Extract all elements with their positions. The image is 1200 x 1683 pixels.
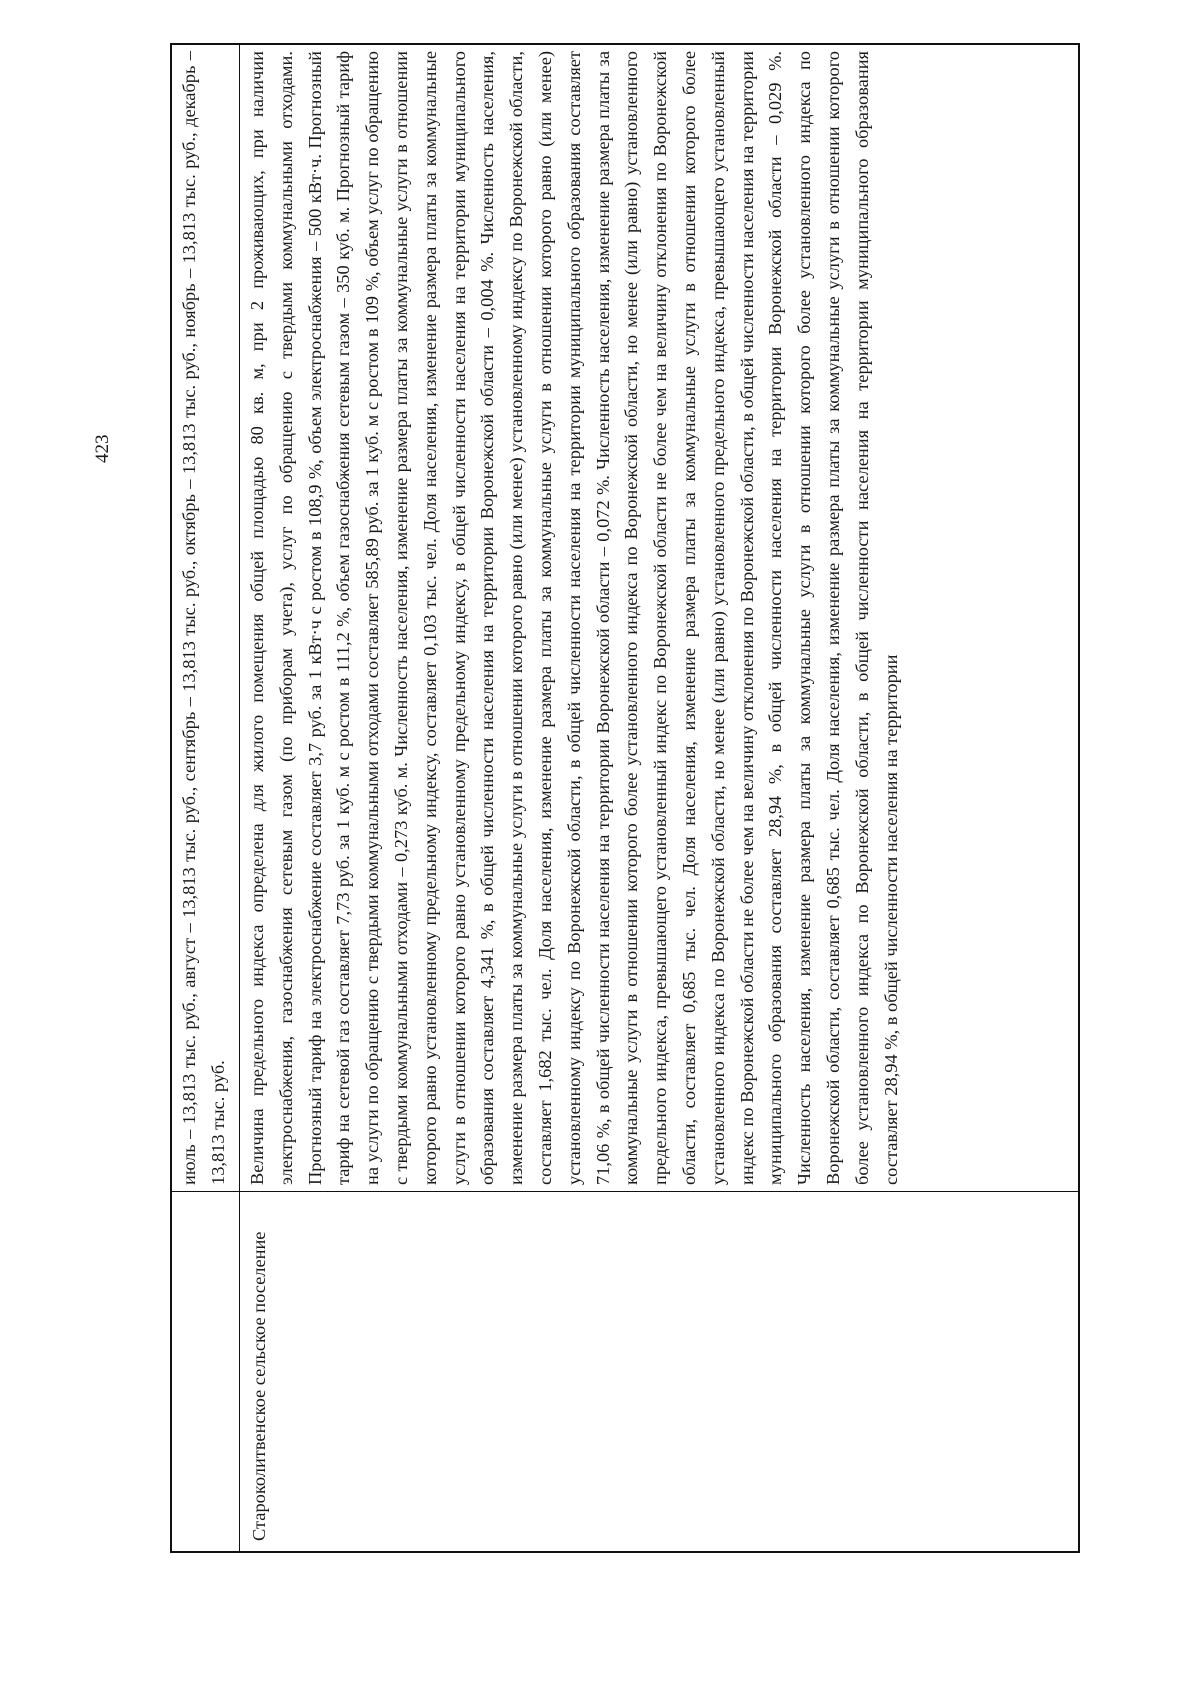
table-row [240, 45, 1078, 1551]
page-number: 423 [92, 434, 113, 463]
municipality-cell-empty [172, 1191, 239, 1551]
rotated-table [170, 43, 1080, 1553]
municipality-name-cell: Староколитвенское сельское поселение [240, 1191, 1078, 1551]
description-cell: Величина предельного индекса определена для жилого помещения общей площадью 80 кв. м, при 2 проживающих, при наличии электроснабжения, газоснабжения сетевым газом (по приборам учета), услуг по обращению с твердыми коммунальными отходами. Прогнозный тариф на электроснабжение составляет 3,7 руб. за 1 кВт·ч с ростом в 108,9 %, объем электроснабжения – 500 кВт·ч. Прогнозный тариф на сетевой газ составляет 7,73 руб. за 1 куб. м с ростом в 111,2 %, объем газоснабжения сетевым газом – 350 куб. м. Прогнозный тариф на услуги по обращению с твердыми коммунальными отходами составляет 585,89 руб. за 1 куб. м с ростом в 109 %, объем услуг по обращению с твердыми коммунальными отходами – 0,273 куб. м. Численность населения, изменение размера платы за коммунальные услуги в отношении которого равно установленному предельному индексу, составляет 0,103 тыс. чел. Доля населения, изменение размера платы за коммунальные услуги в отношении которого равно установленному предельному индексу, в общей численности населения на территории муниципального образования составляет 4,341 %, в общей численности населения на территории Воронежской области – 0,004 %. Численность населения, изменение размера платы за коммунальные услуги в отношении которого равно (или менее) установленному индексу по Воронежской области, составляет 1,682 тыс. чел. Доля населения, изменение размера платы за коммунальные услуги в отношении которого равно (или менее) установленному индексу по Воронежской области, в общей численности населения на территории муниципального образования составляет 71,06 %, в общей численности населения на территории Воронежской области – 0,072 %. Численность населения, изменение размера платы за коммунальные услуги в отношении которого более установленного индекса по Воронежской области, но менее (или равно) установленного предельного индекса, превышающего установленный индекс по Воронежской области не более чем на величину отклонения по Воронежской области, составляет 0,685 тыс. чел. Доля населения, изменение размера платы за коммунальные услуги в отношении которого более установленного индекса по Воронежской области, но менее (или равно) установленного предельного индекса, превышающего установленный индекс по Воронежской области не более чем на величину отклонения по Воронежской области, в общей численности населения на территории муниципального образования составляет 28,94 %, в общей численности населения на территории Воронежской области – 0,029 %. Численность населения, изменение размера платы за коммунальные услуги в отношении которого более установленного индекса по Воронежской области, составляет 0,685 тыс. чел. Доля населения, изменение размера платы за коммунальные услуги в отношении которого более установленного индекса по Воронежской области, в общей численности населения на территории муниципального образования составляет 28,94 %, в общей численности населения на территории [247, 50, 901, 1185]
table-row [172, 45, 240, 1551]
description-cell-continued: июль – 13,813 тыс. руб., август – 13,813 тыс. руб., сентябрь – 13,813 тыс. руб., октябрь – 13,813 тыс. руб., ноябрь – 13,813 тыс. руб., декабрь – 13,813 тыс. руб. [179, 51, 228, 1185]
